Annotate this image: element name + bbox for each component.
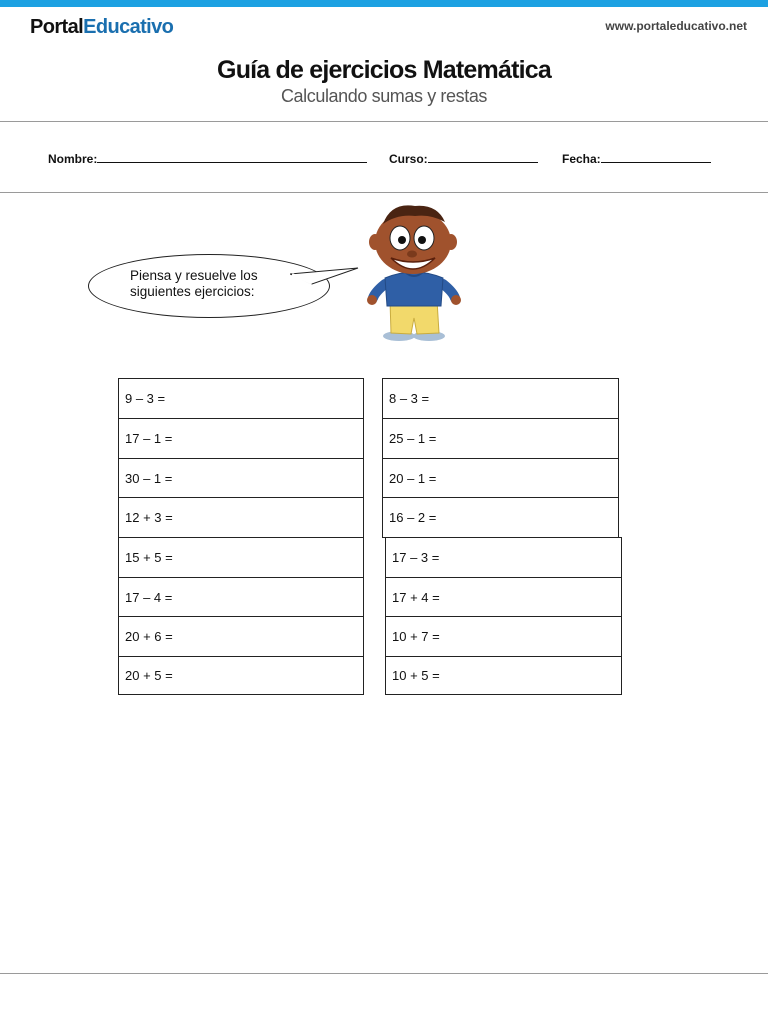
exercise-text: 17 – 1 = <box>125 431 173 446</box>
exercise-box[interactable] <box>118 577 364 617</box>
exercise-box[interactable] <box>118 537 364 578</box>
divider-top <box>0 121 768 122</box>
exercise-box[interactable] <box>118 616 364 657</box>
exercise-box[interactable] <box>385 577 622 617</box>
exercise-text: 9 – 3 = <box>125 391 166 406</box>
exercise-text: 8 – 3 = <box>389 391 430 406</box>
exercise-text: 10 + 7 = <box>392 629 440 644</box>
course-field[interactable] <box>389 150 538 166</box>
divider-middle <box>0 192 768 193</box>
exercise-box[interactable] <box>118 656 364 695</box>
exercise-box[interactable] <box>118 497 364 538</box>
date-field[interactable] <box>562 150 711 166</box>
page-subtitle: Calculando sumas y restas <box>280 86 488 106</box>
top-accent-bar <box>0 0 768 7</box>
logo-text-educativo: Educativo <box>83 16 174 38</box>
exercise-text: 16 – 2 = <box>389 510 437 525</box>
exercise-box[interactable] <box>118 458 364 498</box>
exercise-box[interactable] <box>382 497 619 538</box>
exercise-box[interactable] <box>385 656 622 695</box>
date-blank-line[interactable] <box>601 150 711 163</box>
exercise-text: 17 + 4 = <box>392 589 440 605</box>
exercise-text: 12 + 3 = <box>125 510 173 525</box>
exercise-text: 20 + 5 = <box>125 668 173 683</box>
exercise-box[interactable] <box>382 458 619 498</box>
exercise-box[interactable] <box>385 537 622 578</box>
exercise-text: 10 + 5 = <box>392 668 440 683</box>
exercise-text: 17 – 3 = <box>392 550 440 565</box>
date-label: Fecha: <box>562 152 601 166</box>
name-label: Nombre: <box>48 152 98 166</box>
name-blank-line[interactable] <box>97 150 367 163</box>
exercise-box[interactable] <box>118 378 364 419</box>
exercise-text: 25 – 1 = <box>389 431 437 446</box>
exercise-text: 15 + 5 = <box>125 550 173 565</box>
exercise-text: 17 – 4 = <box>125 589 173 605</box>
name-field[interactable] <box>48 150 367 166</box>
portal-educativo-logo[interactable] <box>30 16 173 39</box>
cartoon-boy-icon <box>365 200 465 345</box>
course-label: Curso: <box>389 152 428 166</box>
exercise-box[interactable] <box>385 616 622 657</box>
site-url[interactable]: www.portaleducativo.net <box>605 19 747 33</box>
page-title: Guía de ejercicios Matemática <box>217 56 551 84</box>
course-blank-line[interactable] <box>428 150 538 163</box>
exercise-box[interactable] <box>382 418 619 459</box>
exercise-box[interactable] <box>118 418 364 459</box>
instructions-text: Piensa y resuelve los siguientes ejercicios: <box>130 268 258 299</box>
divider-bottom <box>0 973 768 974</box>
exercise-text: 30 – 1 = <box>125 470 173 486</box>
exercise-text: 20 – 1 = <box>389 470 437 486</box>
exercise-text: 20 + 6 = <box>125 629 173 644</box>
exercise-box[interactable] <box>382 378 619 419</box>
logo-text-portal: Portal <box>30 16 84 38</box>
